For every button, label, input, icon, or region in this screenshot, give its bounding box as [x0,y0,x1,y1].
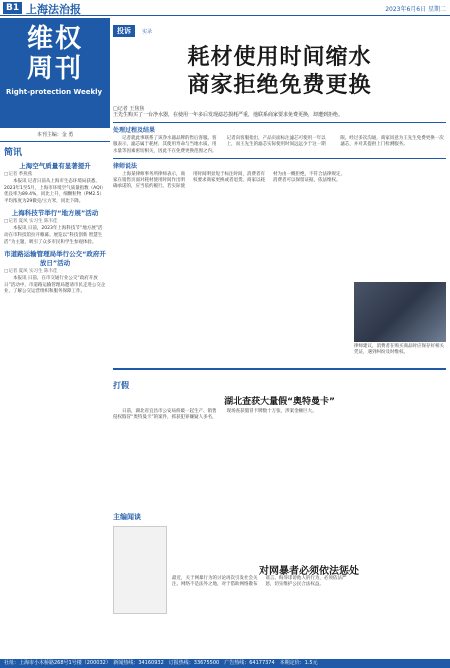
issue-date: 2023年6月6日 星期二 [385,6,446,13]
comment-body: 最近，关于网暴行为的讨论再次引发社会关注。网络不是法外之地，对于借助网络散布谣言、侮辱诽谤他人的行为，必须依法严惩，切实维护公民合法权益。 [172,576,347,587]
editor-line: 本刊主编：金 勇 [0,128,110,142]
main-article [113,18,446,191]
article-paragraph: 日前，湖北省宜昌市公安局侦破一起生产、销售侵权假冒“奥特曼卡”的案件，抓获犯罪嫌疑人多名，现场查获假冒卡牌数十万张，涉案金额巨大。 [113,409,317,421]
photo-caption: 律师建议，消费者在购买商品时应保存好相关凭证，遇到纠纷及时维权。 [354,344,444,355]
page-number-tag: B1 [3,2,22,14]
column-illustration [113,526,167,614]
brief-body: 本报讯 记者日前从上海市生态环境局获悉，2023年1至5月，上海市环境空气质量指数（AQI）优良率为89.4%，同比上升，细颗粒物（PM2.5）平均浓度为29微克/立方米，同比下降。 [4,179,106,204]
masthead-english: Right-protection Weekly [6,88,103,96]
brief-byline: □记者 夏风 实习生 陈韦佳 [4,219,58,225]
brief-body: 本报讯 日前，在市交通行业公交“政府开放日”活动中，市道路运输管理局邀请市民走进公交企业，了解公交运营组织和服务保障工作。 [4,276,106,295]
brief-byline: □记者 季燕燕 [4,172,33,177]
lede: 王先生购买了一台净水器，在使用一年多后发现滤芯损耗严重，他联系商家要求免费更换，却遭到拒绝。 [113,112,344,118]
brief-item [0,161,110,205]
newspaper-name: 上海法治报 [26,3,81,16]
section-tag: 打假 [113,381,129,390]
comment-headline: 对网暴者必须依法惩处 [259,566,359,577]
brief-title: 上海空气质量有显著提升 [19,162,91,170]
news-photo [354,282,446,342]
article-paragraph: 上海某律师事务所律师表示，商家在销售页面对耗材使用时间作出明确承诺的，应当依约履行。若实际使用时间明显短于标注时间，消费者有权要求商家更换或者退货。商家以耗材为由一概拒绝，不符合法律规定，消费者可以保留证据，依法维权。 [113,171,345,190]
middle-section [113,368,446,422]
section-tag: 主编闻谈 [113,513,141,521]
reporters-byline: □记者 王焦焦 [113,106,145,112]
page-header [0,0,450,16]
column-tag: 投诉 [113,25,135,37]
page-footer: 社址：上海市小木桥路268号1号楼（200032） 新闻热线：34160932 订报热线：33675500 广告热线：64177374 本期定价：1.5元 [0,659,450,668]
article-body [113,172,345,191]
left-column [0,18,110,658]
brief-body: 本报讯 日前，2023年上海科技节“地方展”活动在市科技馆拉开帷幕。展览以“科技创新 智慧生活”为主题，吸引了众多市民和学生参观体验。 [4,226,103,245]
masthead-title-line2: 周刊 [26,54,83,84]
brief-item [0,208,110,246]
article-body [113,136,446,155]
headline-line2: 商家拒绝免费更换 [187,72,372,98]
column-tag-sub: 实录 [142,29,153,35]
section-heading: 处理过程及结果 [113,122,446,134]
brief-title: 上海科技节举行“地方展”活动 [11,209,99,218]
section-heading: 律师说法 [113,158,446,170]
article-paragraph: 记者就此事联系了该净水器品牌的售后客服。客服表示，滤芯属于耗材，其使用寿命与当地水质、用水量等因素密切相关，因此不在免费更换范围之内。记者向客服指出，产品页面标注滤芯可使用一年以上，而王先生的滤芯实际使用时间远远少于这一期限。经过多次沟通，商家同意为王先生免费更换一次滤芯，并对其提供上门检测服务。 [113,136,444,154]
middle-headline: 湖北查获大量假“奥特曼卡” [224,397,335,407]
headline-line1: 耗材使用时间缩水 [187,44,372,70]
masthead [0,18,110,128]
briefs-heading: 简讯 [4,148,23,158]
brief-item [0,249,110,296]
middle-body [113,409,446,422]
brief-byline: □记者 夏风 实习生 陈韦佳 [4,269,58,275]
masthead-title-line1: 维权 [26,24,83,54]
brief-title: 市道路运输管理局举行公交“政府开放日”活动 [4,250,106,268]
